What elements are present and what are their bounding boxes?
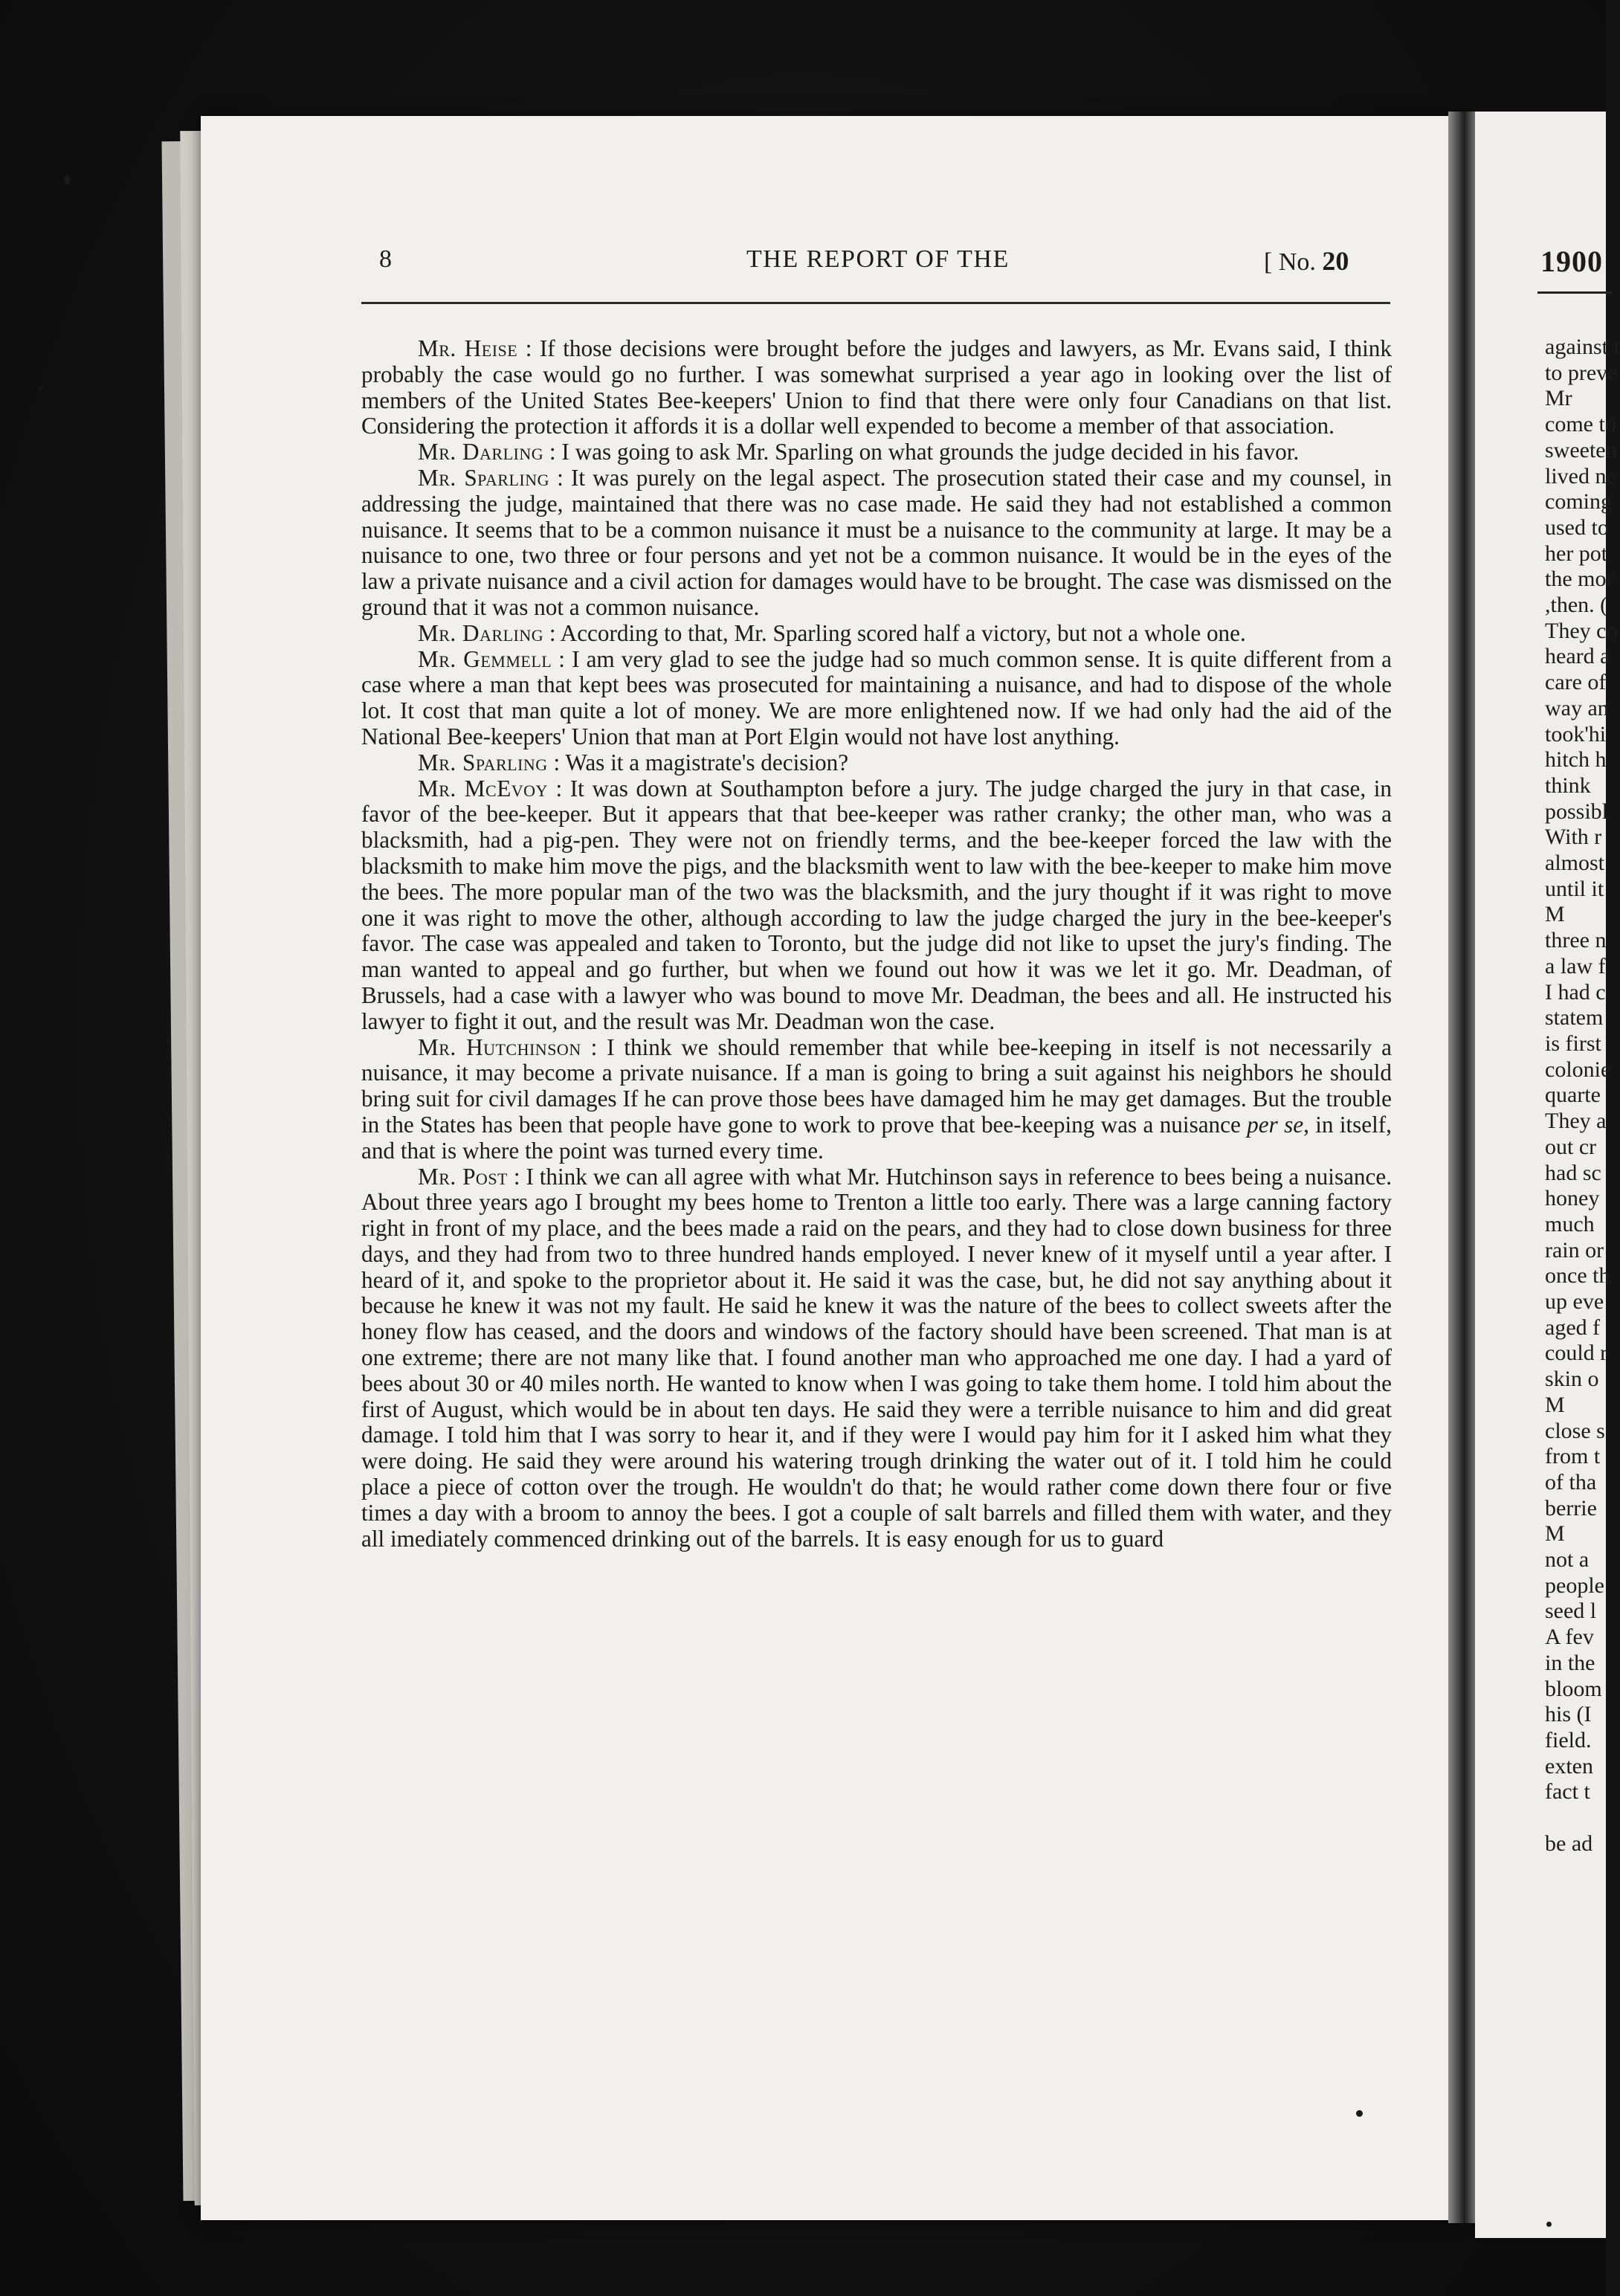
speaker-name: Mr. Sparling <box>418 464 549 491</box>
paragraph-text: It was down at Southampton before a jury. The judge charged the jury in that case, in favor of the bee-keeper. But it appears that that bee-keeper was rather cranky; the other man, who was a blacksmith, had a pig-pen. They were not on friendly terms, and the bee-keeper forced the law with the blacksmith to make him move the pigs, and the blacksmith went to law with the bee-keeper to make him move the bees. The more popular man of the two was the blacksmith, and the jury thought if it was right to move one it was right to move the other, although according to law the judge charged the jury in the bee-keeper's favor. The case was appealed and taken to Toronto, but the judge did not like to upset the jury's finding. The man wanted to appeal and go further, but when we found out how it was we let it go. Mr. Deadman, of Brussels, had a case with a lawyer who was bound to move Mr. Deadman, the bees and all. He instructed his lawyer to fight it out, and the result was Mr. Deadman won the case. <box>361 775 1392 1034</box>
paragraph: Mr. McEvoy : It was down at Southampton before a jury. The judge charged the jury in that case, in favor of the bee-keeper. But it appears that that bee-keeper was rather cranky; the other man, who was a blacksmith, had a pig-pen. They were not on friendly terms, and the bee-keeper forced the law with the blacksmith to make him move the pigs, and the blacksmith went to law with the bee-keeper to make him move the bees. The more popular man of the two was the blacksmith, and the jury thought if it was right to move one it was right to move the other, although according to law the judge charged the jury in the bee-keeper's favor. The case was appealed and taken to Toronto, but the judge did not like to upset the jury's finding. The man wanted to appeal and go further, but when we found out how it was we let it go. Mr. Deadman, of Brussels, had a case with a lawyer who was bound to move Mr. Deadman, the bees and all. He instructed his lawyer to fight it out, and the result was Mr. Deadman won the case. <box>361 775 1392 1034</box>
paragraph: Mr. Post : I think we can all agree with what Mr. Hutchinson says in reference to bees being a nuisance. About three years ago I brought my bees home to Trenton a little too early. There was a large canning factory right in front of my place, and the bees made a raid on the pears, and they had to close down business for three days, and they had from two to three hundred hands employed. I never knew of it myself until a year after. I heard of it, and spoke to the proprietor about it. He said it was the case, but, he did not say anything about it because he knew it was not my fault. He said he knew it was the nature of the bees to collect sweets after the honey flow has ceased, and the doors and windows of the factory should have been screened. That man is at one extreme; there are not many like that. I found another man who approached me one day. I had a yard of bees about 30 or 40 miles north. He wanted to know when I was going to take them home. I told him about the first of August, which would be in about ten days. He said they were a terrible nuisance to him and did great damage. I told him that I was sorry to hear it, and if they were I would pay him for it I asked him what they were doing. He said they were around his watering trough drinking the water out of it. I told him he could place a piece of cotton over the trough. He wouldn't do that; he would rather come down there four or five times a day with a broom to annoy the bees. I got a couple of salt barrels and filled them with water, and they all imediately commenced drinking out of the barrels. It is easy enough for us to guard <box>361 1163 1392 1552</box>
body-text <box>361 336 1392 1552</box>
facing-header-rule <box>1537 291 1612 294</box>
speaker-name: Mr. Darling <box>418 619 544 646</box>
paragraph: Mr. Darling : I was going to ask Mr. Sparling on what grounds the judge decided in his favor. <box>418 439 1300 465</box>
paragraph-text: Was it a magistrate's decision? <box>565 749 849 775</box>
header-rule <box>361 302 1390 304</box>
running-title: THE REPORT OF THE <box>746 245 1010 273</box>
paragraph-text: It was purely on the legal aspect. The prosecution stated their case and my counsel, in addressing the judge, maintained that there was no case made. He said they had not established a common nuisance. It seems that to be a common nuisance it must be a nuisance to the community at large. It may be a nuisance to one, two three or four persons and yet not be a common nuisance. It would be in the eyes of the law a private nuisance and a civil action for damages would have to be brought. The case was dismissed on the ground that it was not a common nuisance. <box>361 464 1392 620</box>
speaker-name: Mr. Gemmell <box>418 645 552 672</box>
series-number <box>1264 245 1349 277</box>
paragraph: Mr. Sparling : It was purely on the legal aspect. The prosecution stated their case and my counsel, in addressing the judge, maintained that there was no case made. He said they had not established a common nuisance. It seems that to be a common nuisance it must be a nuisance to the community at large. It may be a nuisance to one, two three or four persons and yet not be a common nuisance. It would be in the eyes of the law a private nuisance and a civil action for damages would have to be brought. The case was dismissed on the ground that it was not a common nuisance. <box>361 464 1392 620</box>
speaker-name: Mr. McEvoy <box>418 775 548 802</box>
paragraph-text: If those decisions were brought before the judges and lawyers, as Mr. Evans said, I think probably the case would go no further. I was somewhat surprised a year ago in looking over the list of members of the United States Bee-keepers' Union to find that there were only four Canadians on that list. Considering the protection it affords it is a dollar well expended to become a member of that association. <box>361 335 1392 439</box>
facing-page <box>1475 112 1620 2238</box>
facing-page-text: against t to preve Mr come to sweeten lived ne coming used to her pot the mor ,then. ( They co heard a care of way an took'hi hitch h think possibl With r almost until it M three n a law f I had c statem is first colonie quarte They a out cr had sc honey much rain or once th up eve aged f could r skin o M close s from t of tha berrie M not a people seed l A fev in the bloom his (I field. exten fact t be ad <box>1545 335 1620 1856</box>
paragraph: Mr. Hutchinson : I think we should remember that while bee-keeping in itself is not necessarily a nuisance, it may become a private nuisance. If a man is going to bring a suit against his neighbors he should bring suit for civil damages If he can prove those bees have damaged him he may get damages. But the trouble in the States has been that people have gone to work to prove that bee-keeping was a nuisance per se, in itself, and that is where the point was turned every time. <box>361 1033 1392 1164</box>
paragraph-text: I was going to ask Mr. Sparling on what grounds the judge decided in his favor. <box>561 439 1300 465</box>
page-number: 8 <box>379 245 392 273</box>
paragraph: Mr. Gemmell : I am very glad to see the judge had so much common sense. It is quite different from a case where a man that kept bees was prosecuted for maintaining a nuisance, and had to dispose of the whole lot. It cost that man quite a lot of money. We are more enlightened now. If we had only had the aid of the National Bee-keepers' Union that man at Port Elgin would not have lost anything. <box>361 645 1392 749</box>
speaker-name: Mr. Hutchinson <box>418 1033 581 1060</box>
dust-speck <box>64 175 70 184</box>
speaker-name: Mr. Sparling <box>418 749 548 775</box>
series-prefix: [ No. <box>1264 248 1316 276</box>
paragraph-text: I think we can all agree with what Mr. Hutchinson says in reference to bees being a nuisance. About three years ago I brought my bees home to Trenton a little too early. There was a large canning factory right in front of my place, and the bees made a raid on the pears, and they had to close down business for three days, and they had from two to three hundred hands employed. I never knew of it myself until a year after. I heard of it, and spoke to the proprietor about it. He said it was the case, but, he did not say anything about it because he knew it was not my fault. He said he knew it was the nature of the bees to collect sweets after the honey flow has ceased, and the doors and windows of the factory should have been screened. That man is at one extreme; there are not many like that. I found another man who approached me one day. I had a yard of bees about 30 or 40 miles north. He wanted to know when I was going to take them home. I told him about the first of August, which would be in about ten days. He said they were a terrible nuisance to him and did great damage. I told him that I was sorry to hear it, and if they were I would pay him for it I asked him what they were doing. He said they were around his watering trough drinking the water out of it. I told him he could place a piece of cotton over the trough. He wouldn't do that; he would rather come down there four or five times a day with a broom to annoy the bees. I got a couple of salt barrels and filled them with water, and they all imediately commenced drinking out of the barrels. It is easy enough for us to guard <box>361 1163 1392 1552</box>
paragraph: Mr. Darling : According to that, Mr. Sparling scored half a victory, but not a whole one. <box>418 619 1246 646</box>
paragraph-text: According to that, Mr. Sparling scored half a victory, but not a whole one. <box>560 619 1246 646</box>
paragraph-text: , in itself, and that is where the point was turned every time. <box>361 1111 1392 1164</box>
speaker-name: Mr. Heise <box>418 335 518 361</box>
series-number-value: 20 <box>1322 246 1349 276</box>
book-gutter <box>1448 112 1475 2223</box>
paragraph: Mr. Sparling : Was it a magistrate's decision? <box>418 749 849 775</box>
paragraph-text: I think we should remember that while bee-keeping in itself is not necessarily a nuisance, it may become a private nuisance. If a man is going to bring a suit against his neighbors he should bring suit for civil damages If he can prove those bees have damaged him he may get damages. But the trouble in the States has been that people have gone to work to prove that bee-keeping was a nuisance <box>361 1033 1392 1138</box>
dust-speck <box>1546 2222 1552 2227</box>
dust-speck <box>1356 2110 1363 2117</box>
speaker-name: Mr. Darling <box>418 439 544 465</box>
facing-running-head: 1900 <box>1540 245 1603 278</box>
italic-phrase: per se <box>1247 1111 1304 1138</box>
speaker-name: Mr. Post <box>418 1163 508 1190</box>
dust-speck <box>39 387 42 390</box>
paragraph: Mr. Heise : If those decisions were brought before the judges and lawyers, as Mr. Evans said, I think probably the case would go no further. I was somewhat surprised a year ago in looking over the list of members of the United States Bee-keepers' Union to find that there were only four Canadians on that list. Considering the protection it affords it is a dollar well expended to become a member of that association. <box>361 335 1392 439</box>
paragraph-text: I am very glad to see the judge had so much common sense. It is quite different from a case where a man that kept bees was prosecuted for maintaining a nuisance, and had to dispose of the whole lot. It cost that man quite a lot of money. We are more enlightened now. If we had only had the aid of the National Bee-keepers' Union that man at Port Elgin would not have lost anything. <box>361 645 1392 749</box>
